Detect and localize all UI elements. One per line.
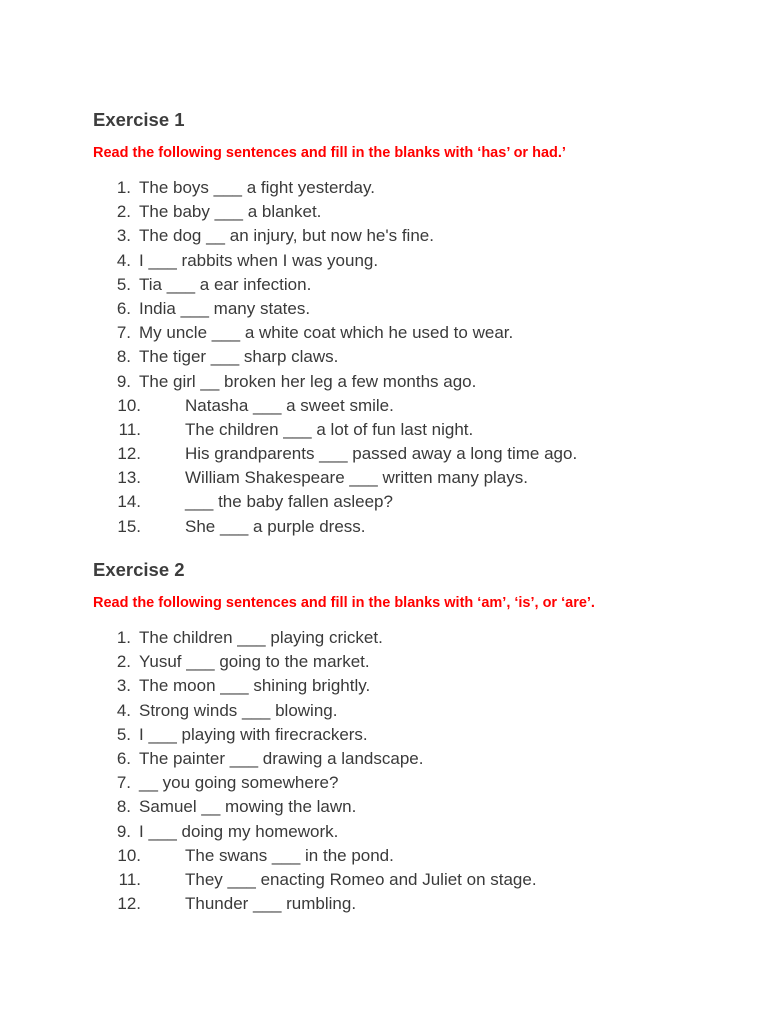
list-item (93, 321, 713, 345)
item-number: 8. (116, 797, 131, 817)
list-item (93, 868, 713, 892)
item-number: 10. (117, 395, 141, 415)
item-text: Samuel __ mowing the lawn. (139, 797, 357, 817)
item-number: 6. (116, 748, 131, 768)
list-item (93, 442, 713, 466)
list-item (93, 249, 713, 273)
item-text: __ you going somewhere? (139, 773, 339, 793)
item-text: They ___ enacting Romeo and Juliet on stage. (185, 869, 537, 889)
item-text: Natasha ___ a sweet smile. (185, 395, 394, 415)
item-text: The tiger ___ sharp claws. (139, 347, 339, 367)
item-number: 7. (116, 773, 131, 793)
list-item (93, 370, 713, 394)
item-text: The moon ___ shining brightly. (139, 676, 371, 696)
item-number: 8. (116, 347, 131, 367)
item-text: The dog __ an injury, but now he's fine. (139, 226, 434, 246)
list-item (93, 844, 713, 868)
exercise-2-section (93, 559, 713, 932)
item-text: I ___ playing with firecrackers. (139, 724, 368, 744)
item-text: Tia ___ a ear infection. (139, 274, 312, 294)
item-number: 15. (117, 516, 141, 536)
item-number: 3. (116, 676, 131, 696)
item-text: Thunder ___ rumbling. (185, 894, 357, 914)
item-text: William Shakespeare ___ written many plays. (185, 468, 528, 488)
item-number: 13. (117, 468, 141, 488)
item-text: Strong winds ___ blowing. (139, 700, 338, 720)
item-text: The baby ___ a blanket. (139, 202, 322, 222)
item-number: 6. (116, 298, 131, 318)
list-item (93, 515, 713, 539)
item-text: My uncle ___ a white coat which he used to wear. (139, 323, 514, 343)
exercise-title: Exercise 2 (93, 559, 185, 580)
list-item (93, 418, 713, 442)
list-item (93, 820, 713, 844)
item-text: The painter ___ drawing a landscape. (139, 748, 424, 768)
list-item (93, 795, 713, 819)
item-number: 1. (116, 178, 131, 197)
list-item (93, 200, 713, 224)
item-text: Yusuf ___ going to the market. (139, 652, 370, 672)
list-item (93, 490, 713, 514)
list-item (93, 771, 713, 795)
exercise-title: Exercise 1 (93, 109, 185, 130)
list-item (93, 747, 713, 771)
list-item (93, 394, 713, 418)
exercise-1-section (93, 109, 713, 555)
item-text: I ___ doing my homework. (139, 821, 339, 841)
item-number: 1. (116, 628, 131, 647)
list-item (93, 297, 713, 321)
item-number: 12. (117, 444, 141, 464)
item-number: 4. (116, 700, 131, 720)
exercise-instruction: Read the following sentences and fill in the blanks with ‘has’ or had.’ (93, 145, 566, 161)
exercise-instruction: Read the following sentences and fill in the blanks with ‘am’, ‘is’, or ‘are’. (93, 595, 595, 611)
list-item (93, 626, 713, 650)
list-item (93, 273, 713, 297)
list-item (93, 892, 713, 916)
item-number: 4. (116, 250, 131, 270)
list-item (93, 176, 713, 200)
list-item (93, 466, 713, 490)
item-number: 5. (116, 274, 131, 294)
item-number: 9. (116, 821, 131, 841)
item-number: 7. (116, 323, 131, 343)
exercise-items-list (93, 176, 713, 539)
item-text: I ___ rabbits when I was young. (139, 250, 379, 270)
item-text: ___ the baby fallen asleep? (185, 492, 393, 512)
exercise-items-list (93, 626, 713, 916)
item-text: India ___ many states. (139, 298, 311, 318)
item-number: 5. (116, 724, 131, 744)
item-text: The children ___ a lot of fun last night. (185, 419, 474, 439)
item-text: His grandparents ___ passed away a long time ago. (185, 444, 578, 464)
item-text: The children ___ playing cricket. (139, 628, 383, 647)
list-item (93, 345, 713, 369)
list-item (93, 674, 713, 698)
list-item (93, 650, 713, 674)
item-text: The swans ___ in the pond. (185, 845, 394, 865)
item-number: 9. (116, 371, 131, 391)
item-number: 2. (116, 202, 131, 222)
item-number: 14. (117, 492, 141, 512)
list-item (93, 723, 713, 747)
item-number: 11. (118, 869, 141, 889)
list-item (93, 224, 713, 248)
list-item (93, 699, 713, 723)
item-text: The boys ___ a fight yesterday. (139, 178, 375, 197)
item-number: 3. (116, 226, 131, 246)
item-number: 2. (116, 652, 131, 672)
item-text: The girl __ broken her leg a few months ago. (139, 371, 477, 391)
item-text: She ___ a purple dress. (185, 516, 366, 536)
item-number: 12. (117, 894, 141, 914)
item-number: 11. (118, 419, 141, 439)
item-number: 10. (117, 845, 141, 865)
